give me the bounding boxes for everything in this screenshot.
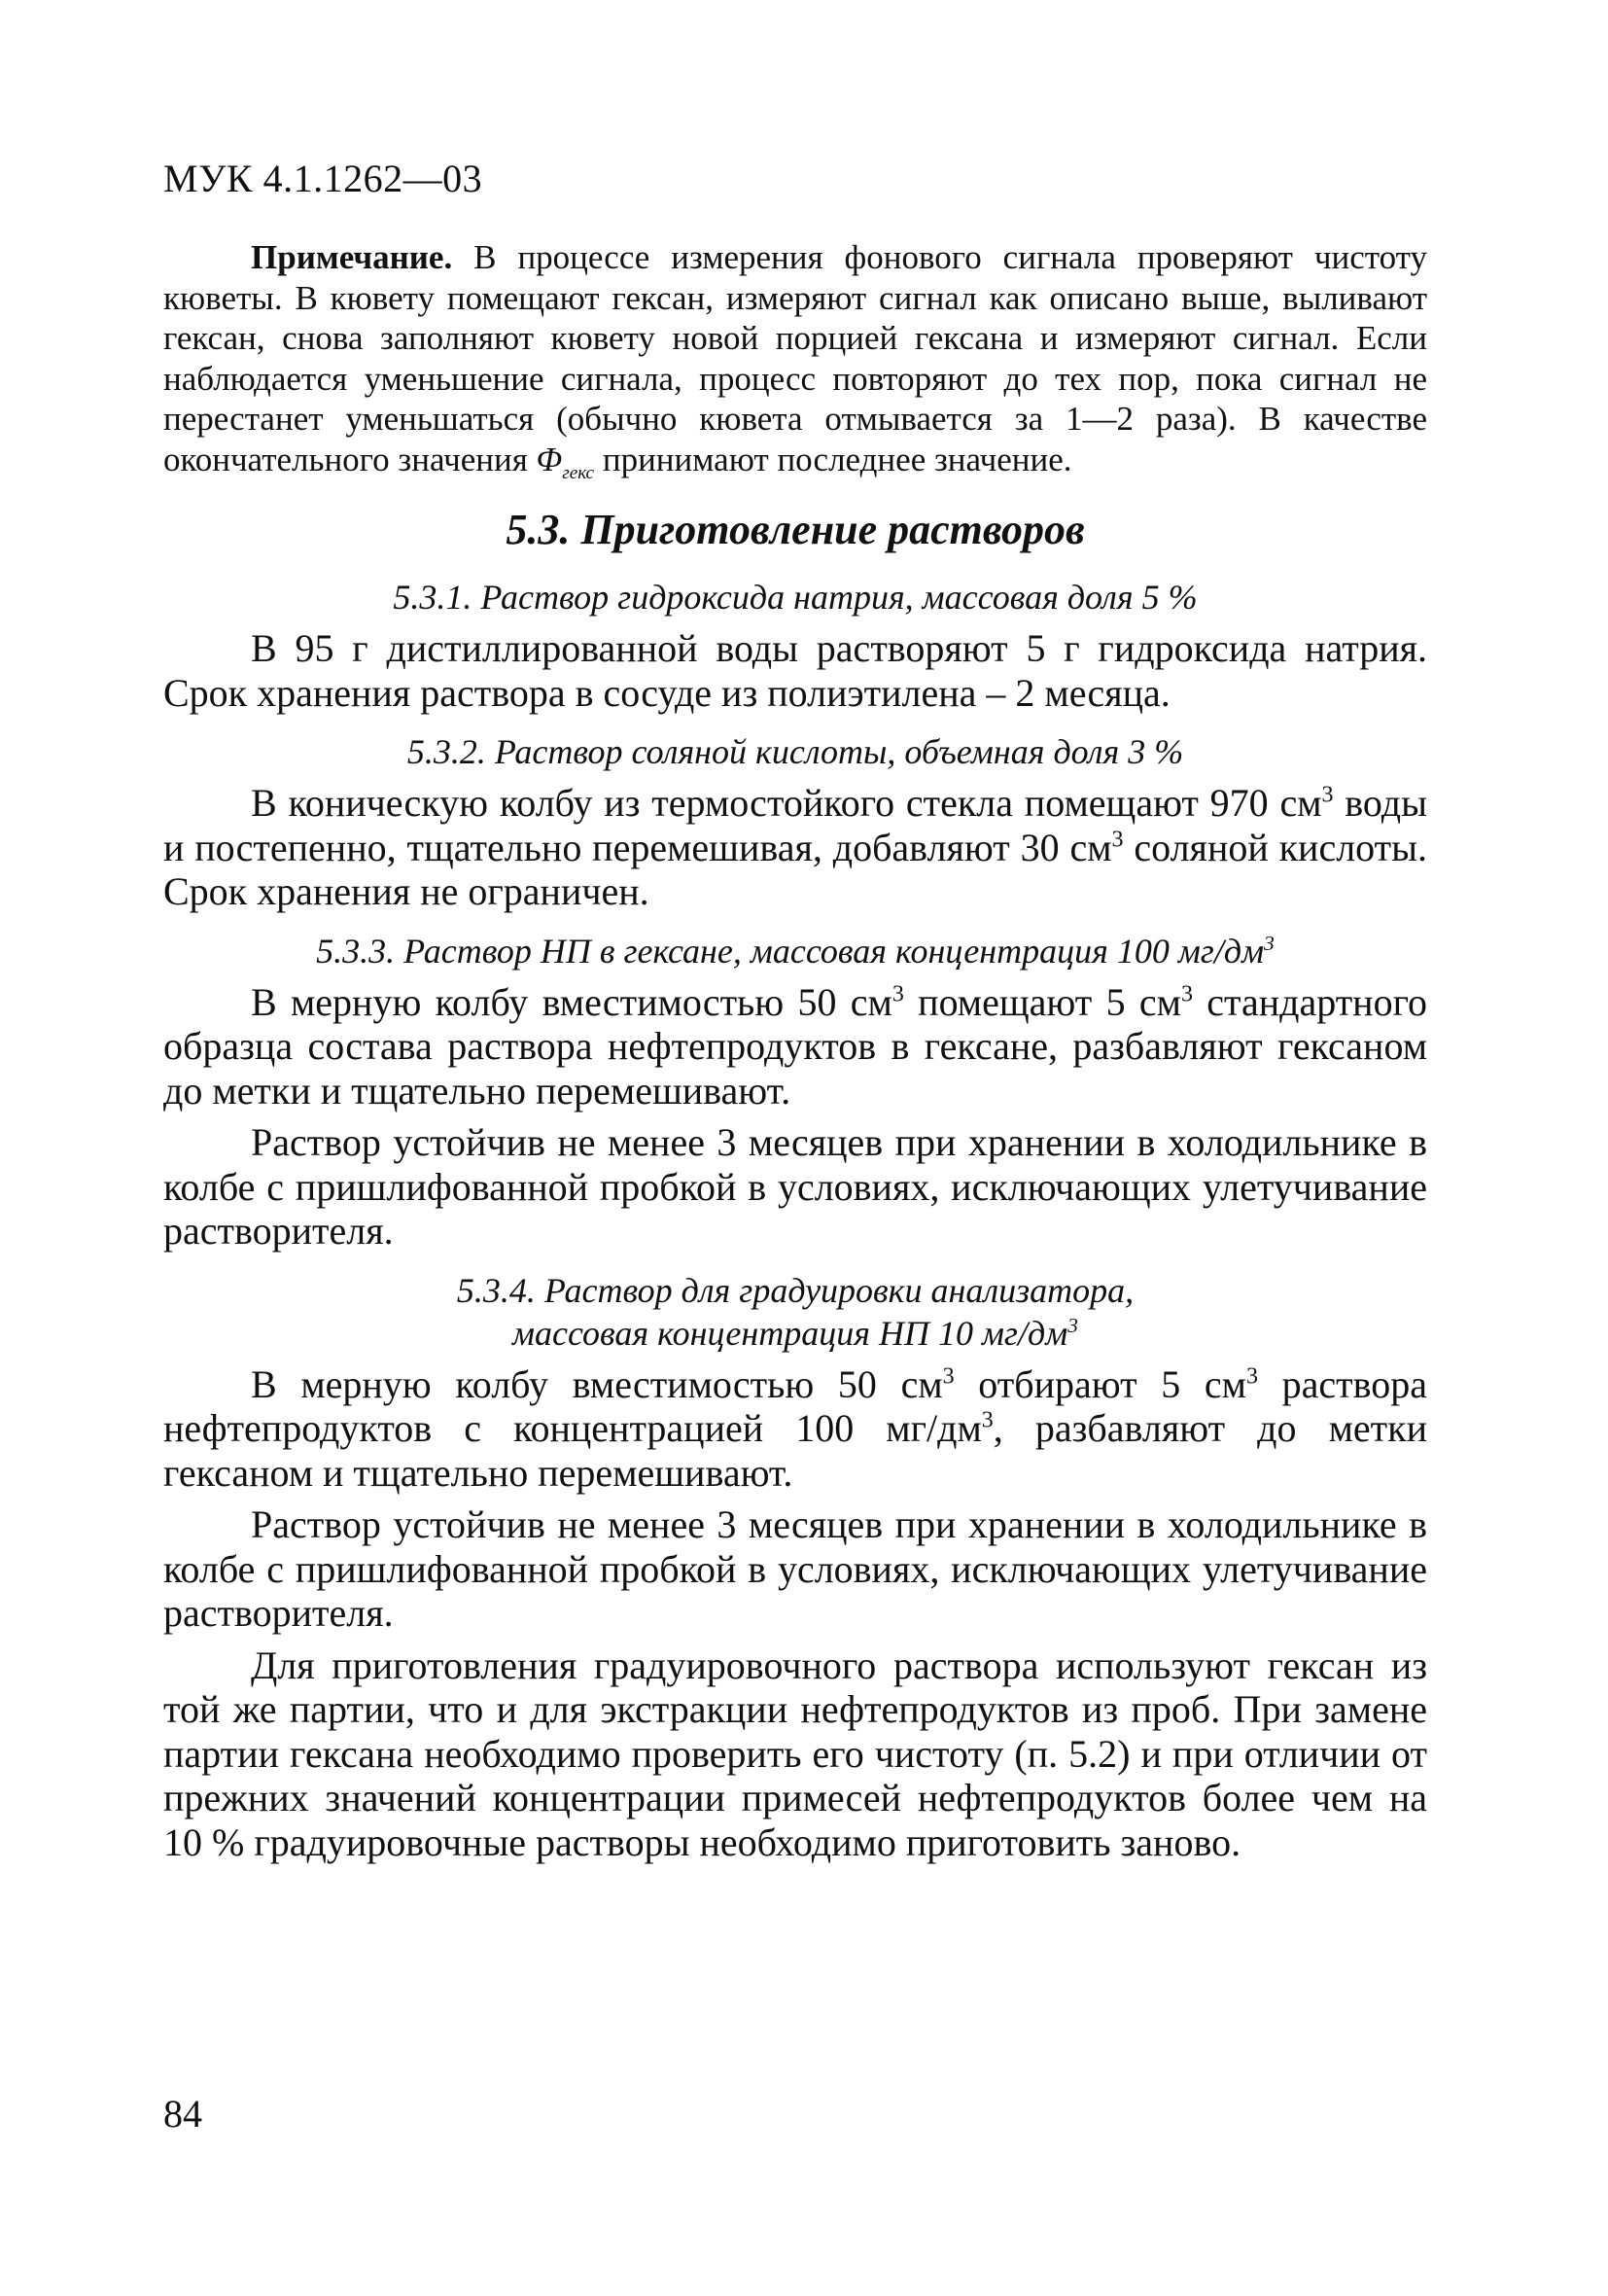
superscript: 3 <box>1245 1363 1258 1390</box>
text-fragment: В мерную колбу вместимостью 50 см <box>251 1361 943 1406</box>
subsection-title-5-3-3 <box>163 930 1427 972</box>
note-paragraph <box>163 237 1427 483</box>
paragraph-5-3-3-a <box>163 980 1427 1113</box>
title-line-1: 5.3.4. Раствор для градуировки анализатора, <box>456 1270 1135 1310</box>
text-fragment: раствора нефтепродуктов с концентрацией 100 мг/дм <box>163 1361 1427 1450</box>
superscript: 3 <box>1321 782 1334 808</box>
document-code: МУК 4.1.1262—03 <box>163 157 483 200</box>
paragraph-5-3-3-b: Раствор устойчив не менее 3 месяцев при хранении в холодильнике в колбе с пришлифованной пробкой в условиях, исключающих улетучивание растворителя. <box>163 1120 1427 1253</box>
title-line-2: массовая концентрация НП 10 мг/дм <box>512 1313 1068 1353</box>
paragraph-5-3-4-a <box>163 1362 1427 1496</box>
section-title: 5.3. Приготовление растворов <box>506 506 1085 553</box>
phi-subscript: гекс <box>562 462 595 483</box>
page-body <box>163 237 1427 1864</box>
superscript: 3 <box>1111 827 1124 853</box>
note-label: Примечание. <box>251 238 453 276</box>
text-fragment: помещают 5 см <box>903 979 1181 1024</box>
superscript: 3 <box>891 981 904 1007</box>
note-text-before: В процессе измерения фонового сигнала проверяют чистоту кюветы. В кювету помещают гексан, измеряют сигнал как описано выше, выливают гексан, снова заполняют кювету новой порцией гексана и измеряют сигнал. Если наблюдается уменьшение сигнала, процесс повторяют до тех пор, пока сигнал не перестанет уменьшаться (обычно кювета отмывается за 1—2 раза). В качестве окончательного значения <box>163 238 1427 478</box>
superscript: 3 <box>981 1407 994 1433</box>
note-text-after: принимают последнее значение. <box>594 440 1072 478</box>
text-fragment: В коническую колбу из термостойкого стекла помещают 970 см <box>251 781 1322 825</box>
paragraph-5-3-4-c: Для приготовления градуировочного раствора используют гексан из той же партии, что и для экстракции нефтепродуктов из проб. При замене партии гексана необходимо проверить его чистоту (п. 5.2) и при отличии от прежних значений концентрации примесей нефтепродуктов более чем на 10 % градуировочные растворы необходимо приготовить заново. <box>163 1643 1427 1864</box>
text-fragment: стандартного образца состава раствора нефтепродуктов в гексане, разбавляют гексаном до метки и тщательно перемешивают. <box>163 979 1427 1113</box>
superscript: 3 <box>1067 1313 1078 1337</box>
paragraph-5-3-4-b: Раствор устойчив не менее 3 месяцев при хранении в холодильнике в колбе с пришлифованной пробкой в условиях, исключающих улетучивание растворителя. <box>163 1502 1427 1635</box>
phi-symbol: Φ <box>536 440 563 478</box>
subsection-title-5-3-4 <box>163 1269 1427 1355</box>
text-fragment: , разбавляют до метки гексаном и тщательно перемешивают. <box>163 1406 1427 1495</box>
subsection-title-5-3-1: 5.3.1. Раствор гидроксида натрия, массовая доля 5 % <box>393 578 1198 617</box>
title-text: 5.3.3. Раствор НП в гексане, массовая концентрация 100 мг/дм <box>316 931 1265 971</box>
text-fragment: отбирают 5 см <box>954 1361 1246 1406</box>
subsection-title-5-3-2: 5.3.2. Раствор соляной кислоты, объемная доля 3 % <box>406 732 1184 771</box>
superscript: 3 <box>942 1363 955 1390</box>
paragraph-5-3-2 <box>163 781 1427 914</box>
text-fragment: соляной кислоты. Срок хранения не ограничен. <box>163 825 1428 913</box>
page-number: 84 <box>163 2092 202 2136</box>
text-fragment: В мерную колбу вместимостью 50 см <box>251 979 892 1024</box>
paragraph-5-3-1: В 95 г дистиллированной воды растворяют 5 г гидроксида натрия. Срок хранения раствора в сосуде из полиэтилена – 2 месяца. <box>163 626 1427 715</box>
superscript: 3 <box>1180 981 1193 1007</box>
text-fragment: воды и постепенно, тщательно перемешивая, добавляют 30 см <box>163 781 1427 869</box>
superscript: 3 <box>1264 931 1275 955</box>
